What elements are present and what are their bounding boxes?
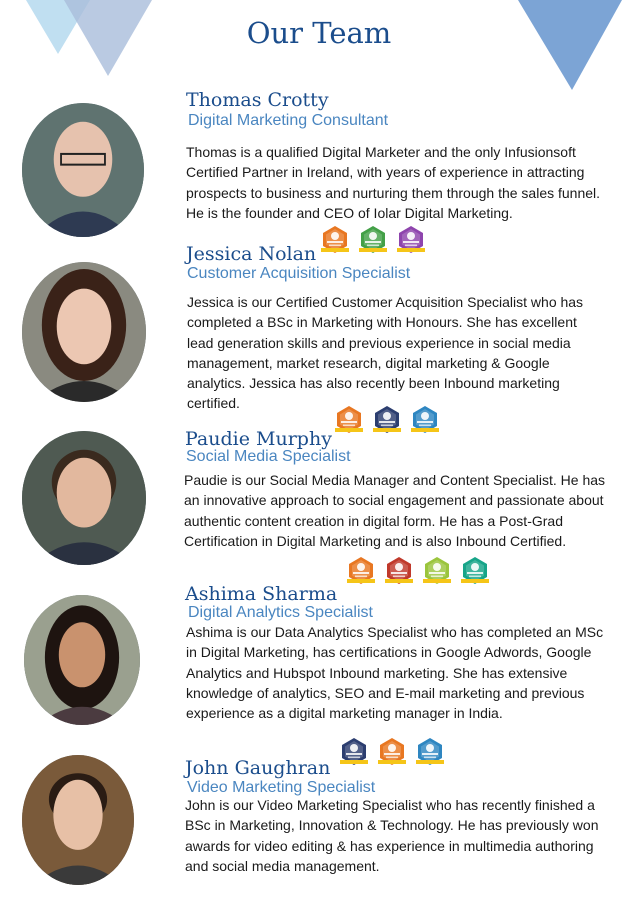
member-role: Digital Analytics Specialist bbox=[188, 604, 373, 621]
certification-badge-icon bbox=[346, 556, 376, 586]
member-bio: Thomas is a qualified Digital Marketer and the only Infusionsoft Certified Partner in Ireland, with years of experience in attracting prospects to business and nurturing them through the sales funnel. He is the founder and CEO of Iolar Digital Marketing. bbox=[186, 144, 601, 221]
member-role: Customer Acquisition Specialist bbox=[187, 265, 411, 282]
member-bio: Jessica is our Certified Customer Acquisition Specialist who has completed a BSc in Marketing with Honours. She has excellent lead generation skills and previous experience in social media management, market research, digital marketing & Google analytics. Jessica has also recently been Inbound marketing certified. bbox=[187, 294, 584, 412]
certification-badge-icon bbox=[372, 405, 402, 435]
member-bio: Paudie is our Social Media Manager and Content Specialist. He has an innovative approach to social engagement and passionate about authentic content creation in digital form. He has a Post-Grad Certification in Digital Marketing and is also Inbound Certified. bbox=[184, 472, 606, 549]
member-name: Thomas Crotty bbox=[186, 89, 329, 111]
certification-badge-icon bbox=[339, 737, 369, 767]
certification-badge-icon bbox=[422, 556, 452, 586]
decorative-triangles bbox=[0, 0, 638, 100]
certification-badges bbox=[334, 405, 440, 435]
member-photo bbox=[22, 103, 144, 237]
member-photo bbox=[24, 595, 140, 725]
member-name: John Gaughran bbox=[185, 757, 331, 779]
certification-badge-icon bbox=[377, 737, 407, 767]
member-bio: John is our Video Marketing Specialist who has recently finished a BSc in Marketing, Innovation & Technology. He has previously won awards for video editing & has experience in multimedia authoring and social media management. bbox=[185, 797, 599, 874]
member-photo bbox=[22, 755, 134, 885]
certification-badge-icon bbox=[396, 225, 426, 255]
member-name: Paudie Murphy bbox=[185, 428, 332, 450]
member-photo bbox=[22, 262, 146, 402]
member-name: Ashima Sharma bbox=[185, 583, 338, 605]
certification-badge-icon bbox=[320, 225, 350, 255]
certification-badges bbox=[320, 225, 426, 255]
certification-badge-icon bbox=[410, 405, 440, 435]
member-name: Jessica Nolan bbox=[186, 243, 317, 265]
member-role: Video Marketing Specialist bbox=[187, 779, 376, 796]
member-role: Social Media Specialist bbox=[186, 448, 351, 465]
certification-badges bbox=[346, 556, 490, 586]
member-photo bbox=[22, 431, 146, 565]
member-role: Digital Marketing Consultant bbox=[188, 112, 389, 129]
certification-badges bbox=[339, 737, 445, 767]
certification-badge-icon bbox=[384, 556, 414, 586]
certification-badge-icon bbox=[460, 556, 490, 586]
certification-badge-icon bbox=[358, 225, 388, 255]
member-bio: Ashima is our Data Analytics Specialist who has completed an MSc in Digital Marketing, has certifications in Google Adwords, Google Analytics and Hubspot Inbound marketing. She has extensive knowledge of analytics, SEO and E-mail marketing and previous experience as a digital marketing manager in India. bbox=[186, 624, 604, 722]
certification-badge-icon bbox=[415, 737, 445, 767]
certification-badge-icon bbox=[334, 405, 364, 435]
page-title: Our Team bbox=[246, 16, 392, 50]
